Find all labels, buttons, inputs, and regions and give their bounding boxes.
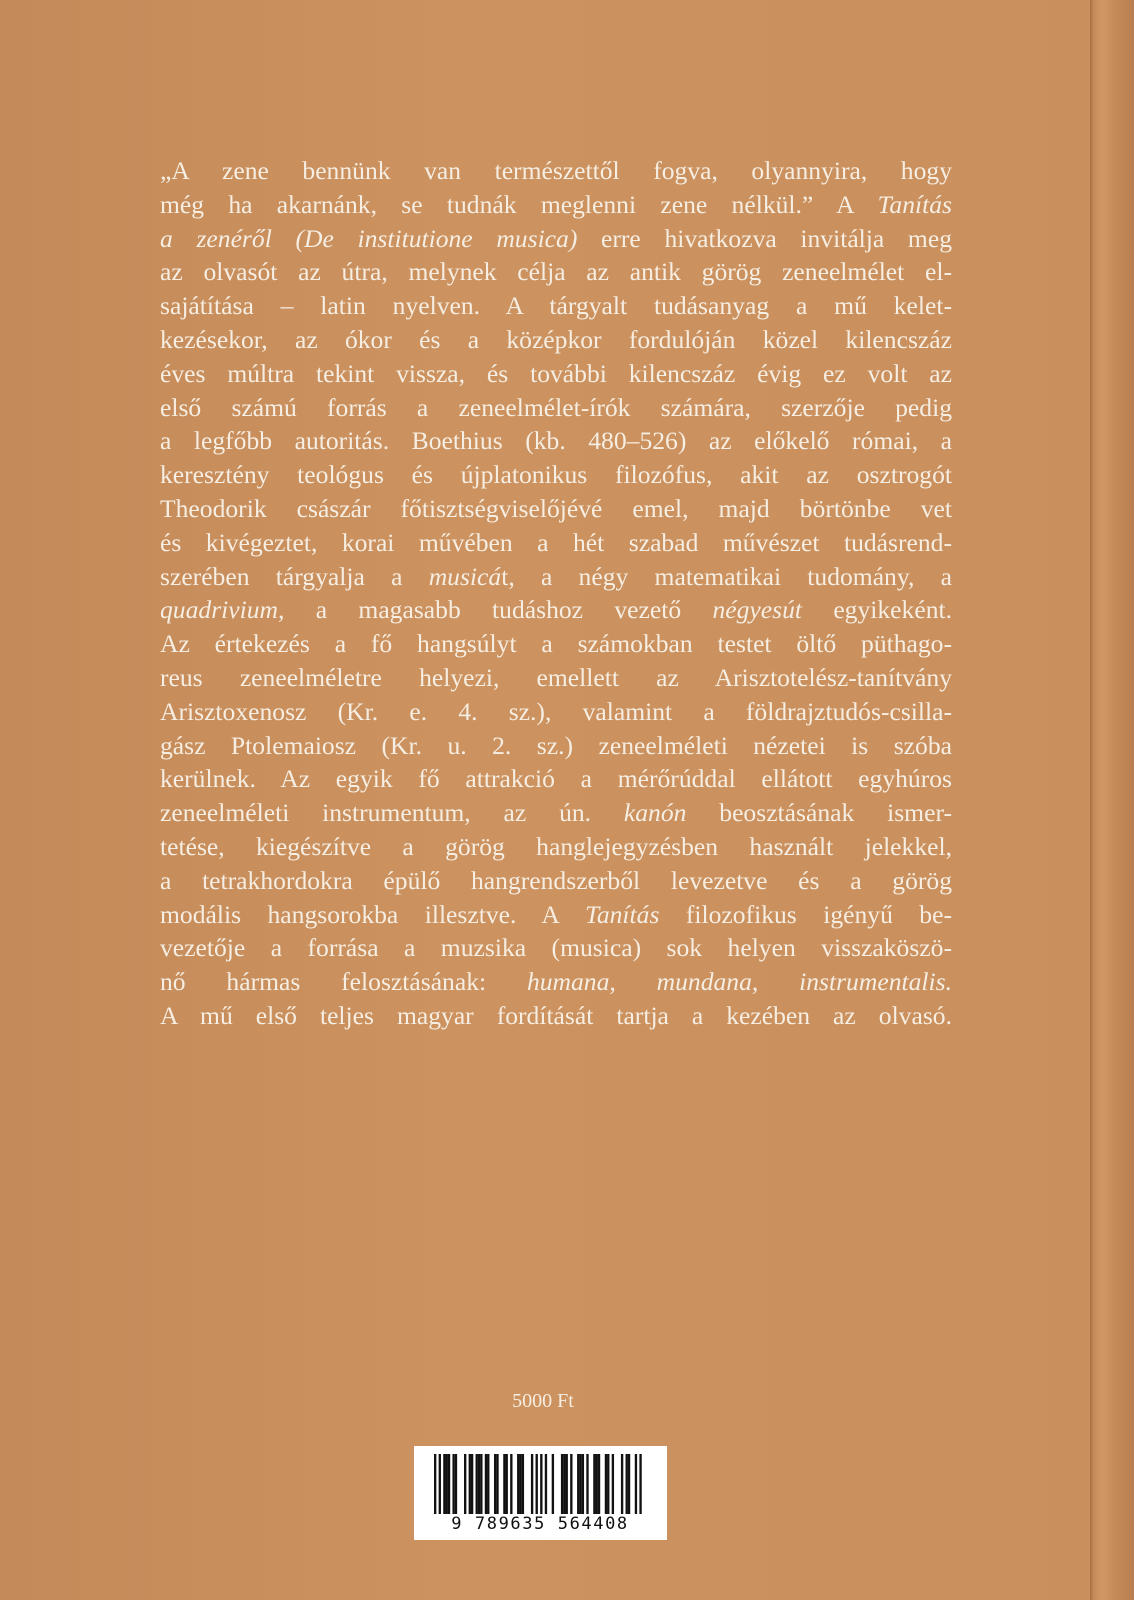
blurb-run: éves múltra tekint vissza, és további kilencszáz évig ez volt az: [160, 358, 952, 388]
barcode-bar: [476, 1454, 478, 1514]
blurb-line: [160, 323, 952, 357]
barcode-bar: [621, 1454, 623, 1514]
blurb-line: [160, 661, 952, 695]
blurb-line: [160, 830, 952, 864]
blurb-line: [160, 391, 952, 425]
blurb-run: gász Ptolemaiosz (Kr. u. 2. sz.) zeneelméleti nézetei is szóba: [160, 730, 952, 760]
barcode-bar: [448, 1454, 450, 1514]
blurb-run: kezésekor, az ókor és a középkor fordulóján közel kilencszáz: [160, 324, 952, 354]
spine-edge: [1090, 0, 1134, 1600]
barcode-bar: [605, 1454, 607, 1514]
blurb-italic-run: quadrivium,: [160, 595, 285, 625]
blurb-line: [160, 762, 952, 796]
blurb-line: [160, 560, 952, 594]
barcode-bar: [494, 1454, 496, 1514]
barcode-bar: [464, 1454, 466, 1514]
barcode-bar: [469, 1454, 471, 1514]
barcode-bar: [455, 1454, 457, 1514]
blurb-run: a magasabb tudáshoz vezető: [284, 595, 713, 625]
blurb-run: Theodorik császár főtisztségviselőjévé emel, majd börtönbe vet: [160, 493, 952, 523]
barcode-bar: [563, 1454, 565, 1514]
blurb-run: a legfőbb autoritás. Boethius (kb. 480–526) az előkelő római, a: [160, 426, 952, 456]
barcode-bar: [607, 1454, 609, 1514]
blurb-line: [160, 593, 952, 627]
blurb-run: erre hivatkozva invitálja meg: [577, 223, 952, 253]
barcode-bar: [639, 1454, 641, 1514]
blurb-run: a tetrakhordokra épülő hangrendszerből levezetve és a görög: [160, 865, 952, 895]
blurb-run: A mű első teljes magyar fordítását tartja a kezében az olvasó.: [160, 1000, 952, 1030]
blurb-run: tetése, kiegészítve a görög hanglejegyzésben használt jelekkel,: [160, 831, 952, 861]
barcode-bar: [570, 1454, 572, 1514]
barcode-bar: [579, 1454, 581, 1514]
barcode-bar: [626, 1454, 628, 1514]
barcode-bar: [506, 1454, 508, 1514]
blurb-line: [160, 458, 952, 492]
barcode-bar: [545, 1454, 547, 1514]
barcode-bar: [593, 1454, 595, 1514]
blurb-run: beosztásának ismer-: [686, 798, 952, 828]
blurb-line: [160, 357, 952, 391]
blurb-run: Arisztoxenosz (Kr. e. 4. sz.), valamint a földrajztudós-csilla-: [160, 696, 952, 726]
barcode-bar: [552, 1454, 554, 1514]
blurb-run: filozofikus igényű be-: [659, 899, 952, 929]
barcode-bar: [522, 1454, 524, 1514]
blurb-run: egyikeként.: [802, 595, 952, 625]
blurb-italic-run: kanón: [623, 798, 687, 828]
blurb-run: és kivégeztet, korai művében a hét szabad művészet tudásrend-: [160, 527, 952, 557]
barcode-bar: [612, 1454, 614, 1514]
blurb-line: [160, 222, 952, 256]
blurb-line: [160, 864, 952, 898]
blurb-line: [160, 695, 952, 729]
blurb-run: első számú forrás a zeneelmélet-írók számára, szerzője pedig: [160, 392, 952, 422]
blurb-line: [160, 796, 952, 830]
barcode-bar: [540, 1454, 542, 1514]
blurb-italic-run: Tanítás: [584, 899, 660, 929]
blurb-line: [160, 154, 952, 188]
blurb-italic-run: négyesút: [712, 595, 802, 625]
blurb-line: [160, 255, 952, 289]
blurb-line: [160, 492, 952, 526]
blurb-line: [160, 526, 952, 560]
blurb-run: az olvasót az útra, melynek célja az antik görög zeneelmélet el-: [160, 257, 952, 287]
barcode-icon: [434, 1454, 644, 1514]
barcode-bar: [598, 1454, 600, 1514]
blurb-run: kerülnek. Az egyik fő attrakció a mérőrúddal ellátott egyhúros: [160, 764, 952, 794]
barcode-bar: [582, 1454, 584, 1514]
blurb-line: [160, 729, 952, 763]
blurb-line: [160, 999, 952, 1033]
blurb-line: [160, 424, 952, 458]
blurb-line: [160, 188, 952, 222]
blurb-run: sajátítása – latin nyelven. A tárgyalt tudásanyag a mű kelet-: [160, 291, 952, 321]
barcode-bar: [496, 1454, 498, 1514]
blurb-run: keresztény teológus és újplatonikus filozófus, akit az osztrogót: [160, 460, 952, 490]
blurb-run: Az értekezés a fő hangsúlyt a számokban testet öltő püthago-: [160, 629, 952, 659]
blurb-text: [160, 154, 952, 1033]
barcode-bar: [531, 1454, 533, 1514]
barcode-bar: [439, 1454, 441, 1514]
barcode-bar: [443, 1454, 445, 1514]
blurb-line: [160, 627, 952, 661]
barcode-bar: [628, 1454, 630, 1514]
barcode-bar: [446, 1454, 448, 1514]
blurb-italic-run: humana, mundana, instrumentalis.: [526, 967, 952, 997]
barcode-bar: [487, 1454, 489, 1514]
barcode-bar: [635, 1454, 637, 1514]
blurb-run: még ha akarnánk, se tudnák meglenni zene nélkül.” A: [160, 189, 878, 219]
blurb-line: [160, 898, 952, 932]
barcode-bar: [471, 1454, 473, 1514]
blurb-italic-run: Tanítás: [877, 189, 952, 219]
blurb-run: reus zeneelméletre helyezi, emellett az Arisztotelész-tanítvány: [160, 662, 952, 692]
price-label: 5000 Ft: [512, 1390, 574, 1412]
blurb-run: vezetője a forrása a muzsika (musica) sok helyen visszaköszö-: [160, 933, 952, 963]
barcode-bar: [503, 1454, 505, 1514]
blurb-run: nő hármas felosztásának:: [160, 967, 527, 997]
barcode-bar: [536, 1454, 538, 1514]
barcode-bar: [517, 1454, 519, 1514]
barcode-bar: [586, 1454, 588, 1514]
isbn-digits: 9 789635 564408: [451, 1514, 629, 1534]
barcode-bar: [510, 1454, 512, 1514]
barcode-box: [414, 1446, 667, 1540]
barcode-bar: [519, 1454, 521, 1514]
blurb-run: „A zene bennünk van természettől fogva, olyannyira, hogy: [160, 156, 952, 185]
barcode-bar: [485, 1454, 487, 1514]
blurb-line: [160, 289, 952, 323]
barcode-bar: [577, 1454, 579, 1514]
barcode-bar: [596, 1454, 598, 1514]
blurb-run: szerében tárgyalja a: [160, 561, 429, 591]
blurb-italic-run: a zenéről (De institutione musica): [160, 223, 578, 253]
blurb-run: modális hangsorokba illesztve. A: [160, 899, 585, 929]
barcode-bar: [566, 1454, 568, 1514]
barcode-bar: [452, 1454, 454, 1514]
blurb-italic-run: musicá: [428, 561, 502, 591]
barcode-bar: [478, 1454, 480, 1514]
blurb-line: [160, 931, 952, 965]
blurb-line: [160, 965, 952, 999]
barcode-bar: [480, 1454, 482, 1514]
blurb-run: zeneelméleti instrumentum, az ún.: [160, 798, 624, 828]
barcode-bar: [561, 1454, 563, 1514]
blurb-run: t, a négy matematikai tudomány, a: [501, 561, 952, 591]
barcode-bar: [434, 1454, 436, 1514]
